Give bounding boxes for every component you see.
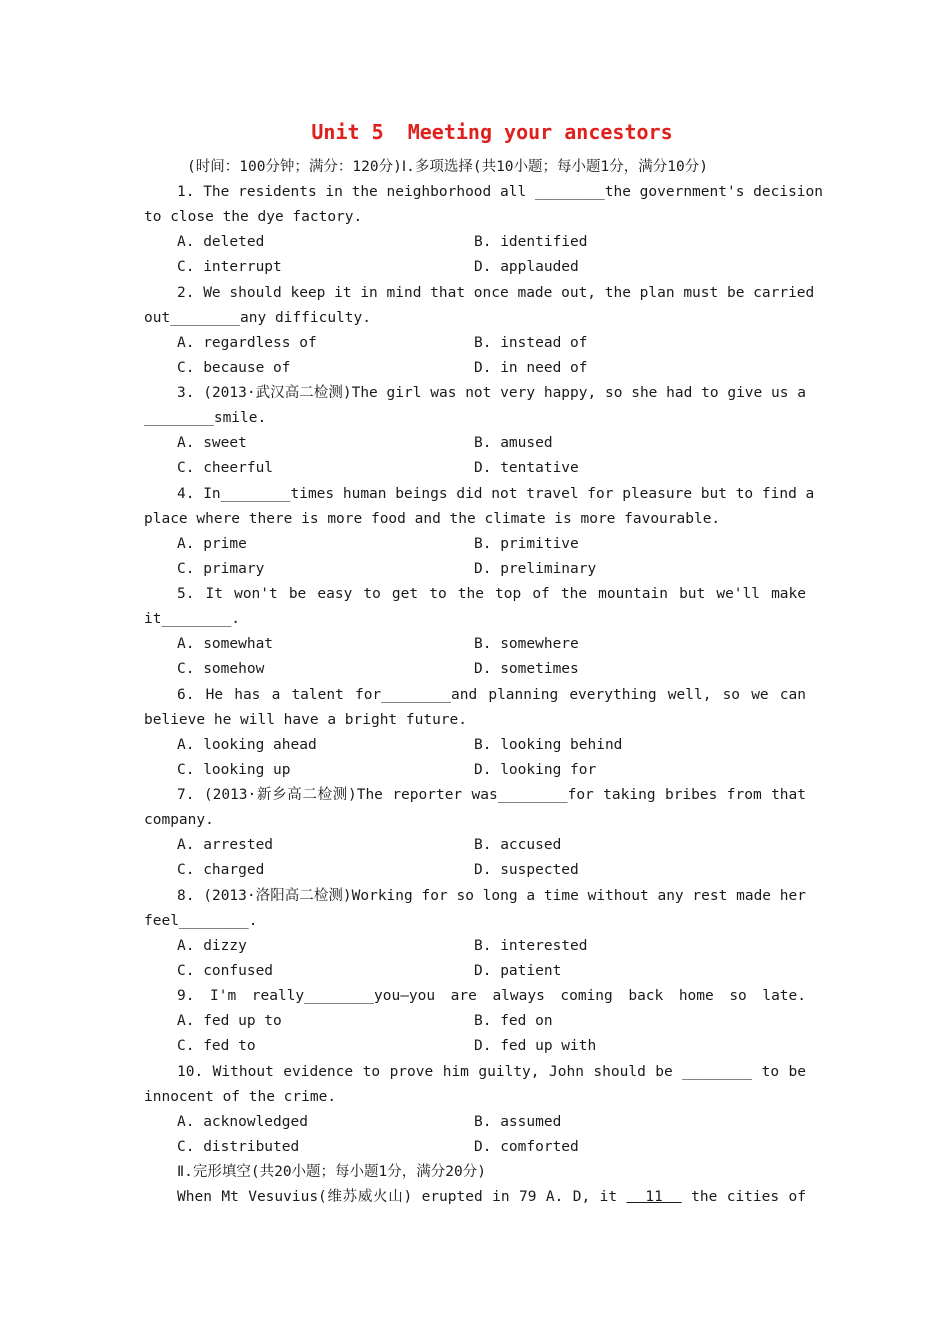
option-c: C. because of (177, 360, 291, 376)
option-b: B. assumed (474, 1114, 562, 1130)
option-d: D. in need of (474, 360, 588, 376)
option-d: D. preliminary (474, 561, 597, 577)
option-b: B. amused (474, 435, 553, 451)
option-d: D. applauded (474, 259, 579, 275)
option-a: A. arrested (177, 837, 274, 853)
option-c: C. cheerful (177, 460, 274, 476)
question-stem: 5. It won't be easy to get to the top of the mountain but we'll make (177, 586, 806, 602)
question-stem-continued: place where there is more food and the climate is more favourable. (144, 511, 721, 527)
option-b: B. interested (474, 938, 588, 954)
option-c: C. fed to (177, 1038, 256, 1054)
option-a: A. fed up to (177, 1013, 282, 1029)
option-c: C. confused (177, 963, 274, 979)
question-stem: 9. I'm really________you—you are always coming back home so late. (177, 988, 806, 1004)
option-b: B. somewhere (474, 636, 579, 652)
option-d: D. looking for (474, 762, 597, 778)
question-stem-continued: out________any difficulty. (144, 310, 371, 326)
option-a: A. prime (177, 536, 247, 552)
blank-11: 11 (645, 1189, 663, 1205)
option-c: C. somehow (177, 661, 265, 677)
option-c: C. charged (177, 862, 265, 878)
question-stem-continued: to close the dye factory. (144, 209, 363, 225)
page-title: Unit 5 Meeting your ancestors (311, 120, 673, 144)
option-a: A. looking ahead (177, 737, 317, 753)
passage-start: When Mt Vesuvius(维苏威火山) erupted in 79 A. D, it (177, 1189, 627, 1205)
question-stem: 7. (2013·新乡高二检测)The reporter was________for taking bribes from that (177, 787, 806, 803)
option-d: D. sometimes (474, 661, 579, 677)
option-c: C. primary (177, 561, 265, 577)
option-c: C. interrupt (177, 259, 282, 275)
option-a: A. deleted (177, 234, 265, 250)
question-stem: 2. We should keep it in mind that once made out, the plan must be carried (177, 285, 815, 301)
question-stem: 4. In________times human beings did not travel for pleasure but to find a (177, 486, 815, 502)
question-stem-continued: ________smile. (144, 410, 267, 426)
option-c: C. looking up (177, 762, 291, 778)
option-b: B. identified (474, 234, 588, 250)
option-b: B. fed on (474, 1013, 553, 1029)
option-b: B. instead of (474, 335, 588, 351)
question-stem-continued: believe he will have a bright future. (144, 712, 468, 728)
passage-first-line (177, 1187, 806, 1207)
option-d: D. tentative (474, 460, 579, 476)
option-d: D. comforted (474, 1139, 579, 1155)
question-stem: 10. Without evidence to prove him guilty, John should be ________ to be (177, 1064, 806, 1080)
option-a: A. acknowledged (177, 1114, 308, 1130)
question-stem-continued: innocent of the crime. (144, 1089, 337, 1105)
header-line: (时间：100分钟；满分：120分)Ⅰ.多项选择(共10小题；每小题1分，满分10分) (187, 159, 708, 175)
question-stem-continued: it________. (144, 611, 241, 627)
option-a: A. regardless of (177, 335, 317, 351)
passage-end: the cities of (681, 1189, 806, 1205)
question-stem: 3. (2013·武汉高二检测)The girl was not very happy, so she had to give us a (177, 385, 806, 401)
option-b: B. accused (474, 837, 562, 853)
option-d: D. patient (474, 963, 562, 979)
question-stem: 6. He has a talent for________and planning everything well, so we can (177, 687, 806, 703)
option-a: A. somewhat (177, 636, 274, 652)
option-b: B. primitive (474, 536, 579, 552)
option-a: A. sweet (177, 435, 247, 451)
question-stem-continued: company. (144, 812, 214, 828)
option-d: D. fed up with (474, 1038, 597, 1054)
section2-header: Ⅱ.完形填空(共20小题；每小题1分，满分20分) (177, 1164, 486, 1180)
option-a: A. dizzy (177, 938, 247, 954)
option-c: C. distributed (177, 1139, 300, 1155)
option-d: D. suspected (474, 862, 579, 878)
question-stem: 8. (2013·洛阳高二检测)Working for so long a time without any rest made her (177, 888, 806, 904)
question-stem: 1. The residents in the neighborhood all ________the government's decision (177, 184, 824, 200)
question-stem-continued: feel________. (144, 913, 258, 929)
option-b: B. looking behind (474, 737, 623, 753)
